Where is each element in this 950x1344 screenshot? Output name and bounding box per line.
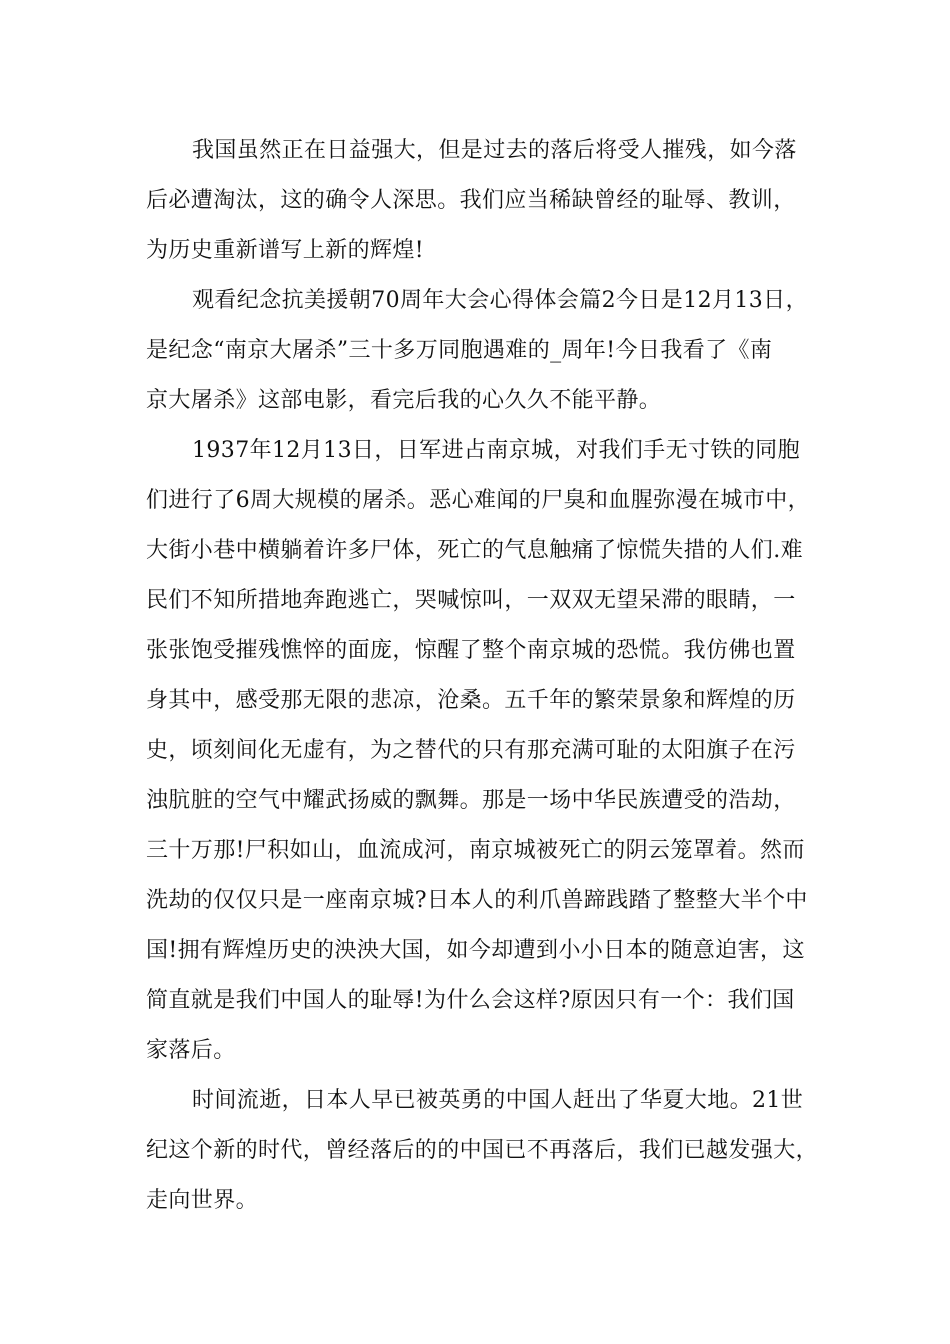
paragraph-1-line-3: 为历史重新谱写上新的辉煌! <box>146 238 425 263</box>
paragraph-3-line-7: 史，顷刻间化无虚有，为之替代的只有那充满可耻的太阳旗子在污 <box>146 738 796 763</box>
paragraph-4-line-1: 时间流逝，日本人早已被英勇的中国人赶出了华夏大地。21世 <box>192 1088 804 1113</box>
paragraph-3-line-4: 民们不知所措地奔跑逃亡，哭喊惊叫，一双双无望呆滞的眼睛，一 <box>146 588 796 613</box>
paragraph-1-line-2: 后必遭淘汰，这的确令人深思。我们应当稀缺曾经的耻辱、教训， <box>146 188 796 213</box>
paragraph-1-line-1: 我国虽然正在日益强大，但是过去的落后将受人摧残，如今落 <box>192 138 797 163</box>
paragraph-3-line-12: 简直就是我们中国人的耻辱!为什么会这样?原因只有一个：我们国 <box>146 988 795 1013</box>
paragraph-3-line-2: 们进行了6周大规模的屠杀。恶心难闻的尸臭和血腥弥漫在城市中， <box>146 488 810 513</box>
paragraph-2-line-2: 是纪念“南京大屠杀”三十多万同胞遇难的_周年!今日我看了《南 <box>146 338 773 363</box>
paragraph-3-line-9: 三十万那!尸积如山，血流成河，南京城被死亡的阴云笼罩着。然而 <box>146 838 805 863</box>
paragraph-3-line-13: 家落后。 <box>146 1038 236 1063</box>
paragraph-3-line-5: 张张饱受摧残憔悴的面庞，惊醒了整个南京城的恐慌。我仿佛也置 <box>146 638 796 663</box>
paragraph-3-line-6: 身其中，感受那无限的悲凉，沧桑。五千年的繁荣景象和辉煌的历 <box>146 688 796 713</box>
paragraph-3-line-8: 浊肮脏的空气中耀武扬威的飘舞。那是一场中华民族遭受的浩劫， <box>146 788 796 813</box>
paragraph-4-line-2: 纪这个新的时代，曾经落后的的中国已不再落后，我们已越发强大， <box>146 1138 819 1163</box>
paragraph-2-line-1: 观看纪念抗美援朝70周年大会心得体会篇2今日是12月13日， <box>192 288 808 313</box>
paragraph-3-line-3: 大街小巷中横躺着许多尸体，死亡的气息触痛了惊慌失措的人们.难 <box>146 538 803 563</box>
paragraph-2-line-3: 京大屠杀》这部电影，看完后我的心久久不能平静。 <box>146 388 662 413</box>
paragraph-3-line-11: 国!拥有辉煌历史的泱泱大国，如今却遭到小小日本的随意迫害，这 <box>146 938 805 963</box>
paragraph-4-line-3: 走向世界。 <box>146 1188 259 1213</box>
paragraph-3-line-10: 洗劫的仅仅只是一座南京城?日本人的利爪兽蹄践踏了整整大半个中 <box>146 888 808 913</box>
paragraph-3-line-1: 1937年12月13日，日军进占南京城，对我们手无寸铁的同胞 <box>192 438 800 463</box>
